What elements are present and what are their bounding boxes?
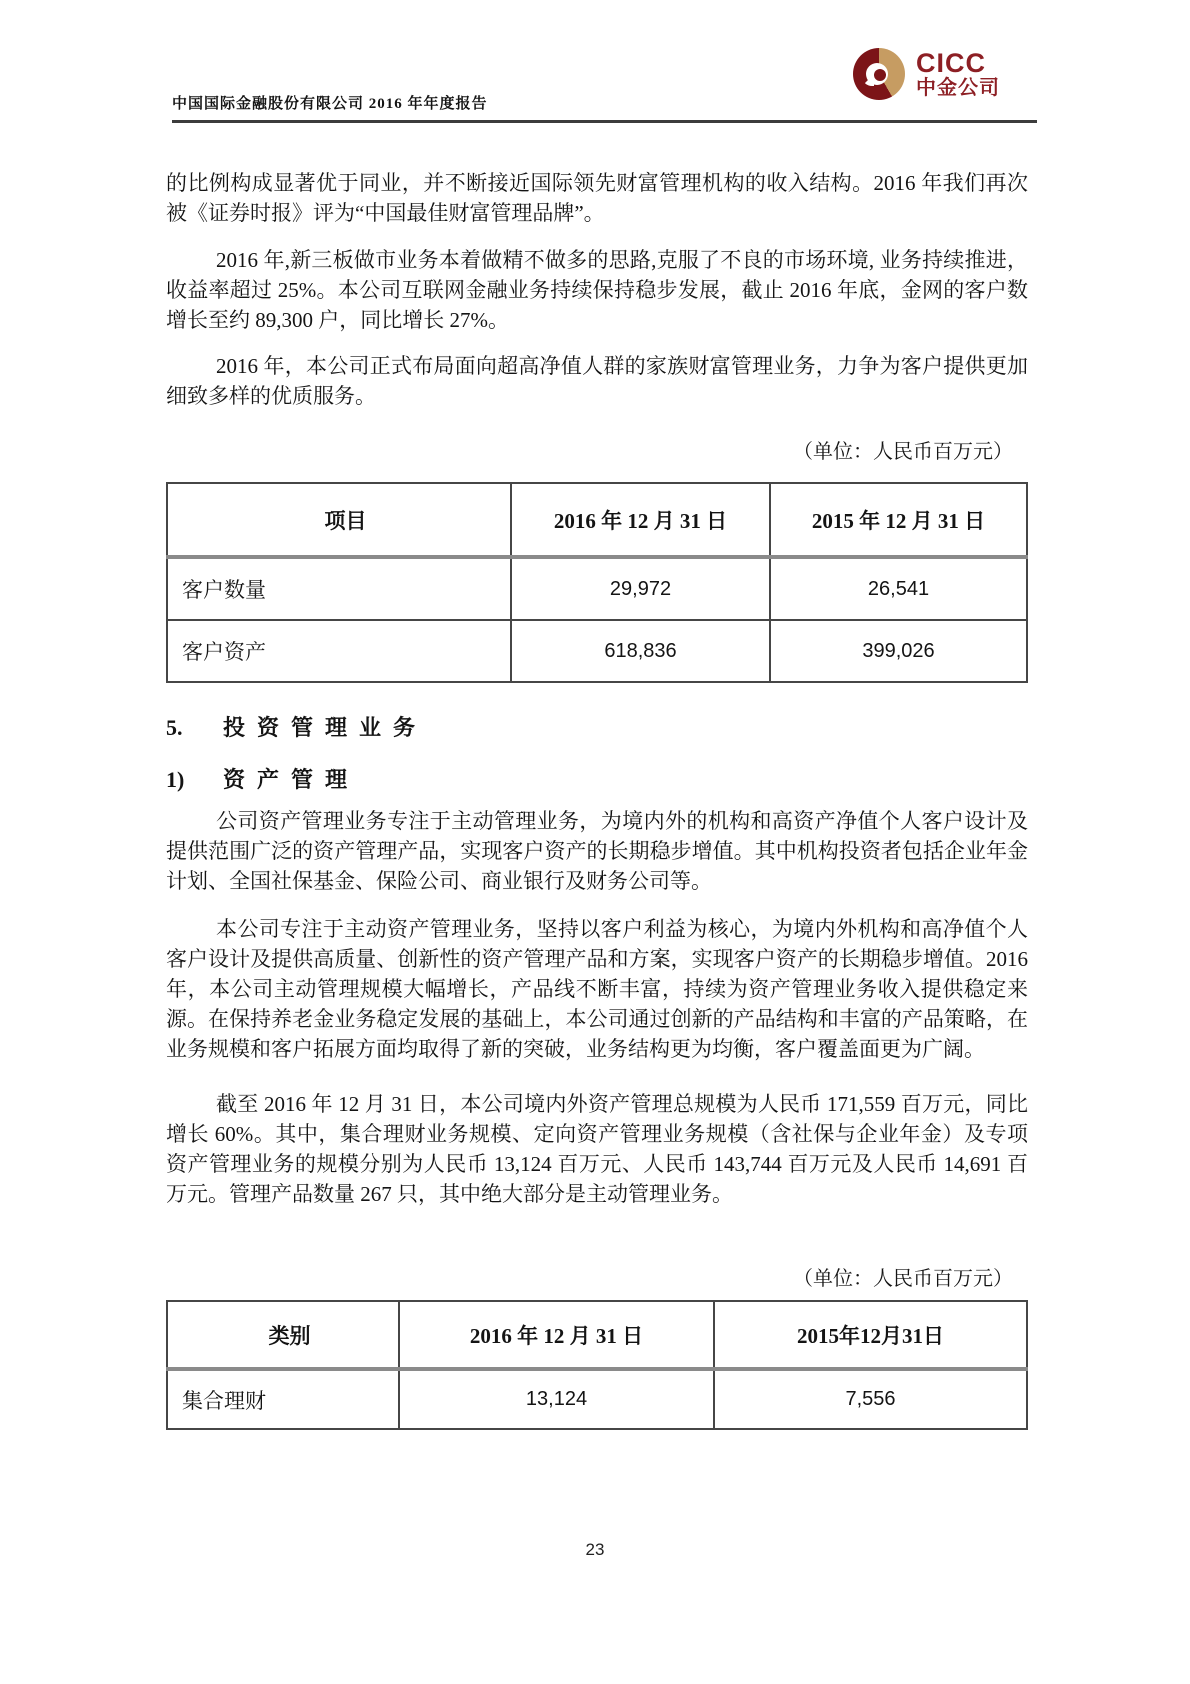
row-label: 客户数量 xyxy=(167,557,511,620)
table-header-row xyxy=(167,1301,1027,1369)
table-header-category: 类别 xyxy=(167,1301,399,1369)
value-2015: 26,541 xyxy=(770,557,1027,620)
page-content xyxy=(166,168,1028,1430)
aum-category-table xyxy=(166,1300,1028,1430)
row-label: 集合理财 xyxy=(167,1369,399,1429)
logo-text-block xyxy=(916,50,1000,98)
value-2015: 7,556 xyxy=(714,1369,1027,1429)
paragraph-family-wealth: 2016 年，本公司正式布局面向超高净值人群的家族财富管理业务，力争为客户提供更加细致多样的优质服务。 xyxy=(166,354,1028,408)
paragraph-active-management: 本公司专注于主动资产管理业务，坚持以客户利益为核心，为境内外机构和高净值个人客户设计及提供高质量、创新性的资产管理产品和方案，实现客户资产的长期稳步增值。2016 年，本公司主动管理规模大幅增长，产品线不断丰富，持续为资产管理业务收入提供稳定来源。在保持养老金业务稳定发展的基础上，本公司通过创新的产品结构和丰富的产品策略，在业务规模和客户拓展方面均取得了新的突破，业务结构更为均衡，客户覆盖面更为广阔。 xyxy=(166,917,1028,1061)
table-header-2015: 2015年12月31日 xyxy=(714,1301,1027,1369)
subsection-number: 1) xyxy=(166,767,185,792)
table-row-customer-count xyxy=(167,557,1027,620)
paragraph-wealth-brand: 的比例构成显著优于同业，并不断接近国际领先财富管理机构的收入结构。2016 年我们再次被《证券时报》评为“中国最佳财富管理品牌”。 xyxy=(166,171,1028,225)
cicc-logo xyxy=(853,48,1000,100)
section-heading-investment-management xyxy=(166,713,1028,743)
value-2016: 618,836 xyxy=(511,620,770,682)
paragraph-aum-figures: 截至 2016 年 12 月 31 日，本公司境内外资产管理总规模为人民币 171,559 百万元，同比增长 60%。其中，集合理财业务规模、定向资产管理业务规模（含社保与企业年金）及专项资产管理业务的规模分别为人民币 13,124 百万元、人民币 143,744 百万元及人民币 14,691 百万元。管理产品数量 267 只，其中绝大部分是主动管理业务。 xyxy=(166,1092,1028,1206)
subsection-title: 资产管理 xyxy=(223,767,360,792)
section-title: 投资管理业务 xyxy=(223,715,428,740)
paragraph-asset-mgmt-overview: 公司资产管理业务专注于主动管理业务，为境内外的机构和高资产净值个人客户设计及提供范围广泛的资产管理产品，实现客户资产的长期稳步增值。其中机构投资者包括企业年金计划、全国社保基金、保险公司、商业银行及财务公司等。 xyxy=(166,809,1028,893)
logo-company-name: 中金公司 xyxy=(916,76,1000,99)
report-header-title: 中国国际金融股份有限公司 2016 年年度报告 xyxy=(172,96,488,112)
unit-note-1: （单位：人民币百万元） xyxy=(793,441,1013,463)
table-header-2015: 2015 年 12 月 31 日 xyxy=(770,483,1027,557)
table-row-collective-wealth xyxy=(167,1369,1027,1429)
table-header-item: 项目 xyxy=(167,483,511,557)
table-header-2016: 2016 年 12 月 31 日 xyxy=(399,1301,714,1369)
customer-stats-table xyxy=(166,482,1028,683)
value-2015: 399,026 xyxy=(770,620,1027,682)
page-number: 23 xyxy=(585,1540,605,1559)
section-number: 5. xyxy=(166,715,183,740)
header-divider xyxy=(172,120,1037,123)
logo-core-dot xyxy=(874,69,886,81)
value-2016: 29,972 xyxy=(511,557,770,620)
subsection-heading-asset-management xyxy=(166,765,1028,795)
table-header-row xyxy=(167,483,1027,557)
table-row-customer-assets xyxy=(167,620,1027,682)
unit-note-2: （单位：人民币百万元） xyxy=(793,1268,1013,1290)
paragraph-neeq-internet-finance: 2016 年,新三板做市业务本着做精不做多的思路,克服了不良的市场环境, 业务持续推进，收益率超过 25%。本公司互联网金融业务持续保持稳步发展，截止 2016 年底，金网的客户数增长至约 89,300 户，同比增长 27%。 xyxy=(166,248,1028,332)
row-label: 客户资产 xyxy=(167,620,511,682)
logo-acronym: CICC xyxy=(916,48,986,79)
table-header-2016: 2016 年 12 月 31 日 xyxy=(511,483,770,557)
value-2016: 13,124 xyxy=(399,1369,714,1429)
cicc-logo-icon xyxy=(853,48,905,100)
